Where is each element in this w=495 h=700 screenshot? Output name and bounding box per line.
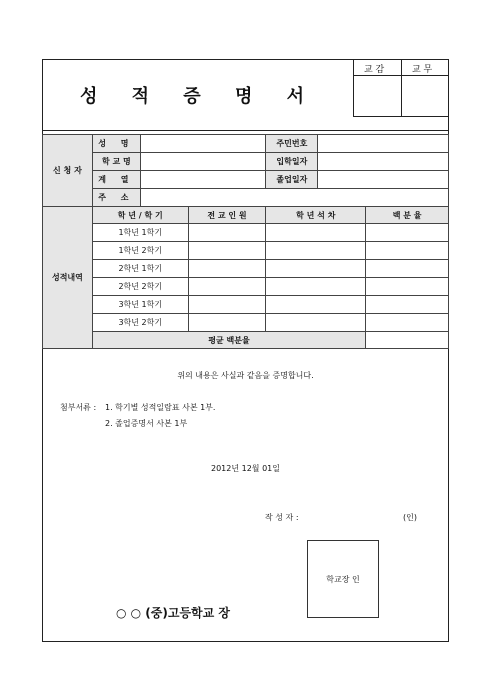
- total-students-cell[interactable]: [188, 224, 266, 242]
- issue-date: 2012년 12월 01일: [211, 464, 280, 473]
- total-students-cell[interactable]: [188, 296, 266, 314]
- title-divider: [43, 130, 448, 131]
- resident-number-field[interactable]: [318, 135, 449, 153]
- admission-date-label: 입학일자: [266, 153, 318, 171]
- approval-box: [353, 59, 449, 117]
- attachment-item: 1. 학기별 성적일람표 사본 1부.: [105, 403, 216, 412]
- percentile-cell[interactable]: [366, 242, 449, 260]
- percentile-cell[interactable]: [366, 260, 449, 278]
- grades-header-total-students: 전 교 인 원: [188, 207, 266, 224]
- rank-cell[interactable]: [266, 242, 366, 260]
- average-percentile-field[interactable]: [366, 332, 449, 349]
- approval-academic-affairs-label: 교 무: [412, 65, 433, 75]
- attachment-item: 2. 졸업증명서 사본 1부: [105, 419, 188, 428]
- info-table: [42, 134, 449, 349]
- admission-date-field[interactable]: [318, 153, 449, 171]
- semester-row-label: 2학년 1학기: [92, 260, 188, 278]
- writer-seal: (인): [403, 513, 417, 522]
- rank-cell[interactable]: [266, 278, 366, 296]
- rank-cell[interactable]: [266, 296, 366, 314]
- approval-vice-principal-label: 교 감: [364, 65, 385, 75]
- total-students-cell[interactable]: [188, 260, 266, 278]
- certificate-frame: [42, 59, 449, 642]
- percentile-cell[interactable]: [366, 224, 449, 242]
- address-field[interactable]: [140, 189, 448, 207]
- rank-cell[interactable]: [266, 314, 366, 332]
- address-label: 주 소: [92, 189, 140, 207]
- grades-header-rank: 학 년 석 차: [266, 207, 366, 224]
- school-name-field[interactable]: [140, 153, 266, 171]
- attachments-label: 첨부서류 :: [60, 403, 97, 412]
- total-students-cell[interactable]: [188, 242, 266, 260]
- semester-row-label: 1학년 1학기: [92, 224, 188, 242]
- grades-header-semester: 학 년 / 학 기: [92, 207, 188, 224]
- resident-number-label: 주민번호: [266, 135, 318, 153]
- percentile-cell[interactable]: [366, 278, 449, 296]
- total-students-cell[interactable]: [188, 314, 266, 332]
- graduation-date-field[interactable]: [318, 171, 449, 189]
- name-field[interactable]: [140, 135, 266, 153]
- principal-signature-line: ○ ○ (중)고등학교 장: [116, 606, 230, 620]
- rank-cell[interactable]: [266, 224, 366, 242]
- semester-row-label: 3학년 1학기: [92, 296, 188, 314]
- name-label: 성 명: [92, 135, 140, 153]
- certify-text: 위의 내용은 사실과 같음을 증명합니다.: [177, 371, 314, 380]
- semester-row-label: 1학년 2학기: [92, 242, 188, 260]
- percentile-cell[interactable]: [366, 314, 449, 332]
- total-students-cell[interactable]: [188, 278, 266, 296]
- document-title: 성 적 증 명 서: [79, 86, 318, 107]
- semester-row-label: 3학년 2학기: [92, 314, 188, 332]
- semester-row-label: 2학년 2학기: [92, 278, 188, 296]
- principal-stamp-label: 학교장 인: [326, 574, 360, 584]
- graduation-date-label: 졸업일자: [266, 171, 318, 189]
- percentile-cell[interactable]: [366, 296, 449, 314]
- track-field[interactable]: [140, 171, 266, 189]
- rank-cell[interactable]: [266, 260, 366, 278]
- grades-header-percentile: 백 분 율: [366, 207, 449, 224]
- track-label: 계 열: [92, 171, 140, 189]
- principal-stamp-box: [307, 540, 379, 618]
- school-name-label: 학 교 명: [92, 153, 140, 171]
- writer-label: 작 성 자 :: [265, 513, 299, 522]
- applicant-section-label: 신 청 자: [43, 135, 93, 207]
- grades-section-label: 성적내역: [43, 207, 93, 349]
- average-percentile-label: 평균 백분율: [92, 332, 365, 349]
- approval-divider: [401, 60, 402, 116]
